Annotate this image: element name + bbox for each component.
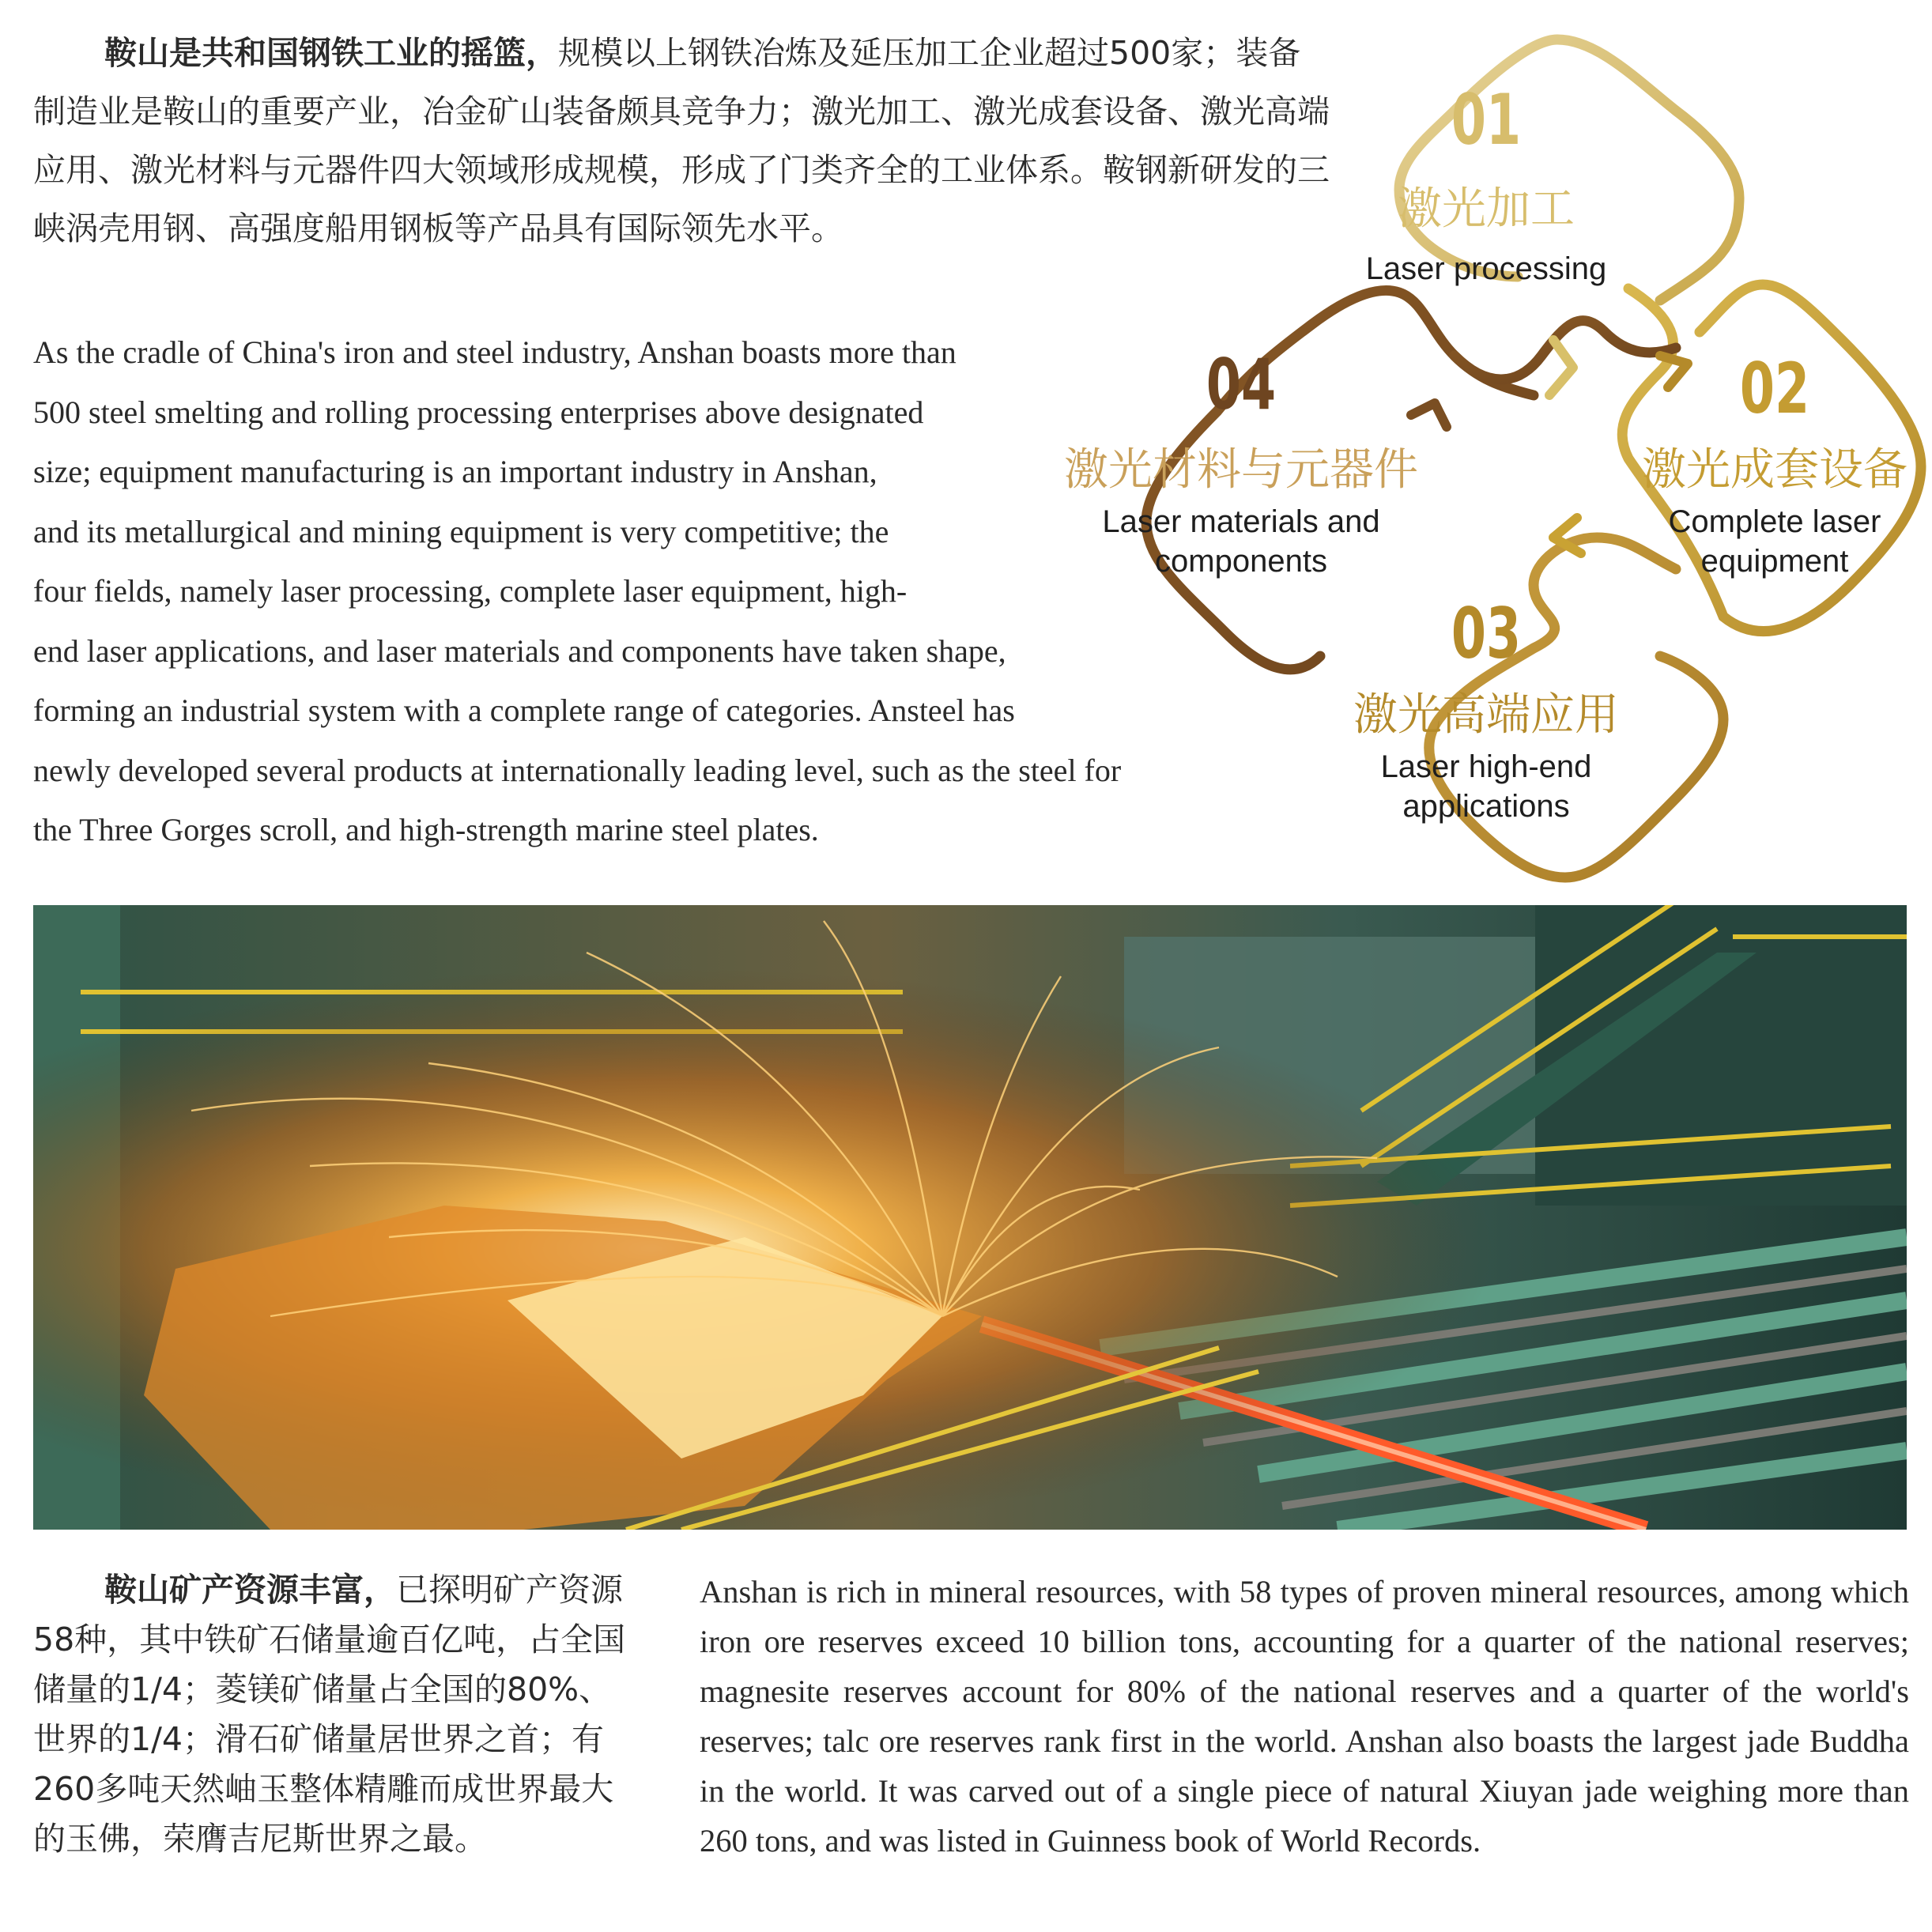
intro-english-line: newly developed several products at internationally leading level, such as the steel for bbox=[33, 752, 1122, 788]
node-03-number: 03 bbox=[1451, 593, 1522, 674]
node-04-english-line-1: Laser materials and bbox=[1102, 504, 1380, 539]
node-02-english-line-2: equipment bbox=[1700, 544, 1849, 579]
node-04-number: 04 bbox=[1206, 344, 1277, 425]
node-02-english-label bbox=[1609, 502, 1932, 581]
intro-english-line: and its metallurgical and mining equipment is very competitive; the bbox=[33, 513, 889, 549]
node-02-chinese-label: 激光成套设备 bbox=[1642, 444, 1907, 496]
node-04-english-line-2: components bbox=[1155, 544, 1327, 579]
laser-industry-cycle-diagram bbox=[1028, 16, 1932, 893]
intro-english-line: four fields, namely laser processing, complete laser equipment, high- bbox=[33, 573, 908, 609]
node-01-number: 01 bbox=[1451, 79, 1522, 160]
minerals-english-paragraph: Anshan is rich in mineral resources, with 58 types of proven mineral resources, among which iron ore reserves exceed 10 billion tons, accounting for a quarter of the national reserves; magnesite reserves account for 80% of the national reserves and a quarter of the world's reserves; talc ore reserves rank first in the world. Anshan also boasts the largest jade Buddha in the world. It was carved out of a single piece of natural Xiuyan jade weighing more than 260 tons, and was listed in Guinness book of World Records. bbox=[700, 1574, 1909, 1858]
intro-english-line: size; equipment manufacturing is an important industry in Anshan, bbox=[33, 454, 877, 489]
intro-english-line: 500 steel smelting and rolling processing enterprises above designated bbox=[33, 394, 924, 430]
node-01-english-label: Laser processing bbox=[1365, 251, 1607, 286]
node-02-english-line-1: Complete laser bbox=[1668, 504, 1881, 539]
node-03-english-line-1: Laser high-end bbox=[1380, 749, 1592, 784]
node-04-chinese-label: 激光材料与元器件 bbox=[1064, 444, 1418, 496]
node-03-english-label bbox=[1320, 747, 1652, 826]
node-03-english-line-2: applications bbox=[1402, 789, 1570, 824]
intro-english-line: forming an industrial system with a complete range of categories. Ansteel has bbox=[33, 692, 1015, 728]
node-04-english-label bbox=[1075, 502, 1407, 581]
intro-english-line: the Three Gorges scroll, and high-strength marine steel plates. bbox=[33, 812, 819, 847]
intro-chinese-lead: 鞍山是共和国钢铁工业的摇篮， bbox=[104, 34, 558, 72]
arrow-to-04 bbox=[1411, 403, 1447, 427]
steel-mill-photo-illustration bbox=[33, 905, 1907, 1530]
node-01-chinese-label: 激光加工 bbox=[1398, 183, 1575, 235]
intro-chinese-body: 规模以上钢铁冶炼及延压加工企业超过500家；装备制造业是鞍山的重要产业，冶金矿山装备颇具竞争力；激光加工、激光成套设备、激光高端应用、激光材料与元器件四大领域形成规模，形成了门类齐全的工业体系。鞍钢新研发的三峡涡壳用钢、高强度船用钢板等产品具有国际领先水平。 bbox=[33, 34, 1330, 247]
node-03-chinese-label: 激光高端应用 bbox=[1353, 689, 1619, 741]
minerals-chinese-body: 已探明矿产资源58种，其中铁矿石储量逾百亿吨，占全国储量的1/4；菱镁矿储量占全国的80%、世界的1/4；滑石矿储量居世界之首；有260多吨天然岫玉整体精雕而成世界最大的玉佛，荣膺吉尼斯世界之最。 bbox=[33, 1571, 626, 1858]
minerals-chinese-paragraph bbox=[33, 1565, 634, 1864]
intro-english-line: As the cradle of China's iron and steel industry, Anshan boasts more than bbox=[33, 334, 957, 370]
steel-rolling-mill-photo bbox=[33, 905, 1907, 1530]
minerals-chinese-lead: 鞍山矿产资源丰富， bbox=[104, 1571, 396, 1609]
intro-english-line: end laser applications, and laser materials and components have taken shape, bbox=[33, 632, 1006, 669]
node-02-number: 02 bbox=[1739, 348, 1810, 429]
